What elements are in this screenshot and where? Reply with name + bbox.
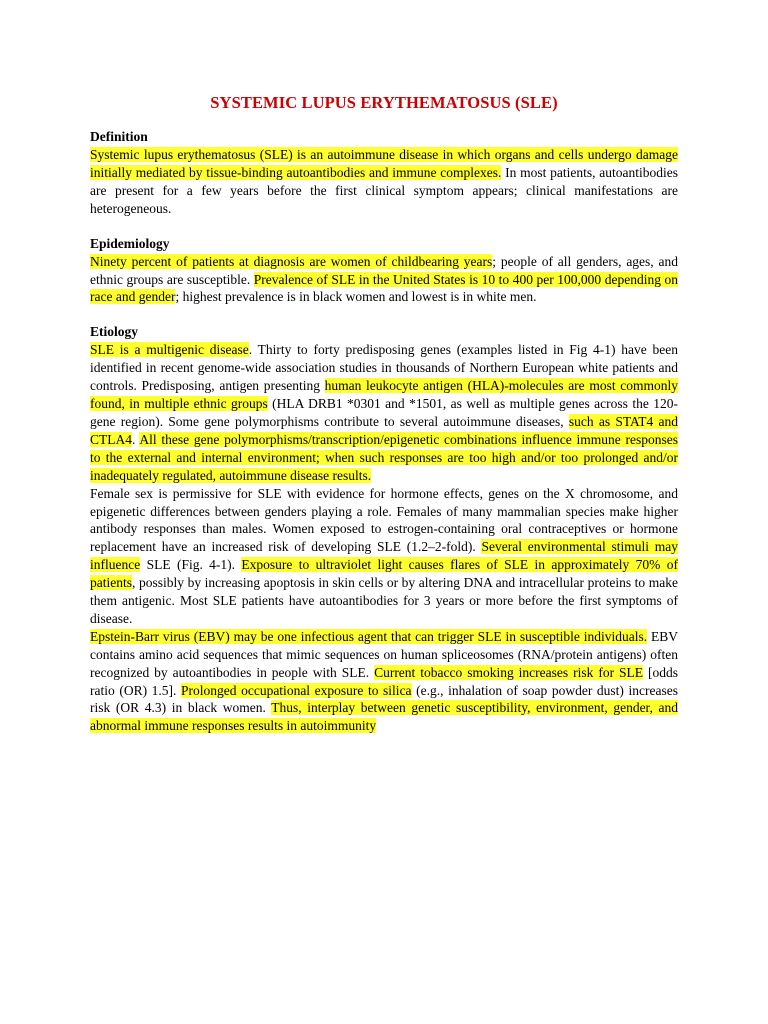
document-title: SYSTEMIC LUPUS ERYTHEMATOSUS (SLE) [210, 93, 558, 112]
text-run: (HLA DRB1 *0301 and *1501, as well as multiple genes across the 120-gene region). Some gene polymorphisms contribute to several autoimmune diseases, [90, 396, 678, 429]
highlighted-text: Prevalence of SLE in the United States is 10 to 400 per 100,000 depending on race and gender [90, 271, 679, 305]
section-body [90, 341, 678, 735]
highlighted-text: All these gene polymorphisms/transcription/epigenetic combinations influence immune responses to the external and internal environment; when such responses are too high and/or too prolonged and/or inadequately regulated, autoimmune disease results. [90, 431, 678, 483]
paragraph [90, 341, 678, 484]
paragraph [90, 485, 678, 628]
section-body [90, 253, 678, 307]
section-epidemiology [90, 235, 678, 307]
paragraph [90, 628, 678, 735]
section-etiology [90, 323, 678, 735]
highlighted-text: Several environmental stimuli may influence [90, 539, 678, 573]
text-run: (e.g., inhalation of soap powder dust) increases risk (OR 4.3) in black women. [90, 682, 678, 716]
text-run: Female sex is permissive for SLE with evidence for hormone effects, genes on the X chromosome, and epigenetic differences between genders playing a role. Females of many mammalian species make higher antibody responses than males. Women exposed to estrogen-containing oral contraceptives or hormone replacement have an increased risk of developing SLE (1.2–2-fold). [90, 485, 678, 555]
section-definition [90, 128, 678, 218]
highlighted-text: Systemic lupus erythematosus (SLE) is an autoimmune disease in which organs and cells undergo damage initially mediated by tissue-binding autoantibodies and immune complexes. [90, 147, 678, 180]
highlighted-text: Ninety percent of patients at diagnosis are women of childbearing years [90, 253, 493, 269]
text-run: ; highest prevalence is in black women and lowest is in white men. [175, 289, 537, 305]
paragraph [90, 146, 678, 218]
text-run: , possibly by increasing apoptosis in skin cells or by altering DNA and intracellular proteins to make them antigenic. Most SLE patients have autoantibodies for 3 years or more before the first symptoms of disease. [90, 575, 678, 626]
text-run: [odds ratio (OR) 1.5]. [90, 664, 679, 698]
text-run: In most patients, autoantibodies are present for a few years before the first clinical symptom appears; clinical manifestations are heterogeneous. [90, 164, 678, 216]
highlighted-text: Current tobacco smoking increases risk for SLE [374, 664, 644, 680]
text-run: EBV contains amino acid sequences that mimic sequences on human spliceosomes (RNA/protein antigens) often recognized by autoantibodies in people with SLE. [90, 628, 678, 680]
highlighted-text: human leukocyte antigen (HLA)-molecules are most commonly found, in multiple ethnic groups [90, 378, 678, 412]
highlighted-text: Prolonged occupational exposure to silica [181, 682, 412, 698]
highlighted-text: Exposure to ultraviolet light causes flares of SLE in approximately 70% of patients [90, 557, 679, 591]
highlighted-text: Thus, interplay between genetic susceptibility, environment, gender, and abnormal immune responses results in autoimmunity [90, 700, 679, 734]
text-run: SLE (Fig. 4-1). [140, 557, 242, 573]
highlighted-text: Epstein-Barr virus (EBV) may be one infectious agent that can trigger SLE in susceptible individuals. [90, 628, 648, 644]
highlighted-text: such as STAT4 and CTLA4 [90, 413, 678, 447]
text-run: . [132, 431, 140, 447]
section-heading: Etiology [90, 324, 139, 340]
paragraph [90, 253, 678, 307]
section-body [90, 146, 678, 218]
section-heading: Epidemiology [90, 235, 170, 251]
text-run: . Thirty to forty predisposing genes (examples listed in Fig 4-1) have been identified in recent genome-wide association studies in thousands of Northern European white patients and controls. Predisposing, antigen presenting [90, 342, 679, 394]
text-run: ; people of all genders, ages, and ethnic groups are susceptible. [90, 253, 679, 287]
section-heading: Definition [90, 129, 148, 144]
highlighted-text: SLE is a multigenic disease [90, 342, 249, 358]
